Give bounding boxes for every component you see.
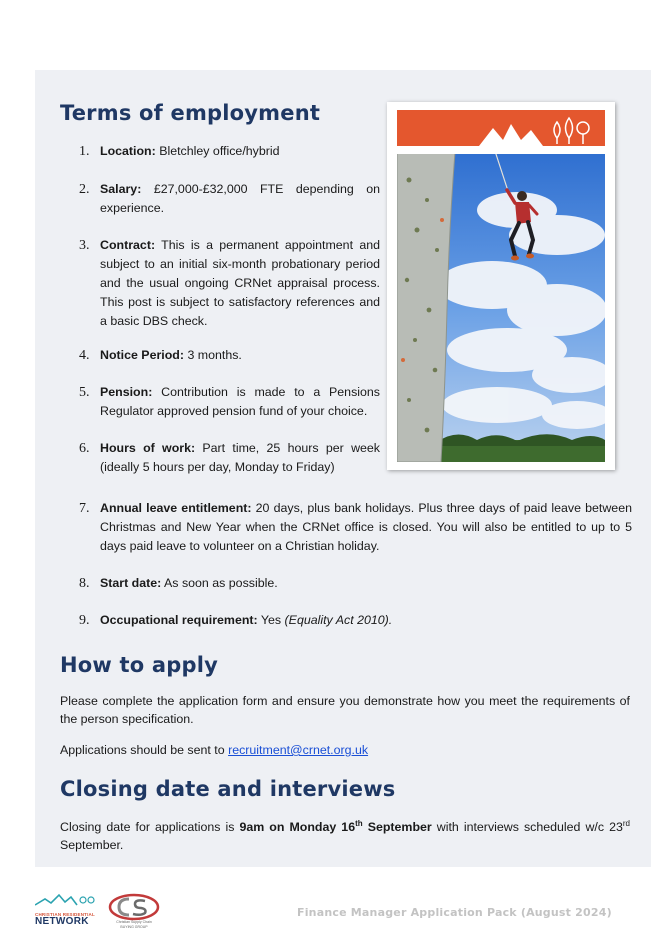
terms-list: [60, 142, 380, 477]
crn-logo-line1: CHRISTIAN RESIDENTIAL: [35, 912, 95, 917]
how-to-apply-heading: How to apply: [60, 653, 219, 677]
cscbg-logo-caption: Christian Supply Chain BUYING GROUP: [116, 920, 152, 929]
recruitment-email-link[interactable]: recruitment@crnet.org.uk: [228, 743, 369, 757]
crn-logo: [35, 893, 97, 927]
term-item: 4. Notice Period: 3 months.: [79, 348, 242, 363]
term-item: 2. Salary: £27,000-£32,000 FTE depending on experience.: [79, 182, 380, 215]
closing-date-text: Closing date for applications is 9am on Monday 16th September with interviews scheduled w/c 23rd September.: [60, 819, 631, 853]
terms-heading: Terms of employment: [60, 101, 321, 125]
photo-card: [387, 102, 615, 470]
term-item: 9. Occupational requirement: Yes (Equality Act 2010).: [79, 613, 393, 628]
apply-instructions: Please complete the application form and ensure you demonstrate how you meet the requirements of the person specification.: [60, 694, 630, 726]
closing-heading: Closing date and interviews: [60, 777, 396, 801]
mountains-logo-icon: [35, 893, 97, 907]
apply-email-line: Applications should be sent to recruitment@crnet.org.uk: [60, 743, 369, 757]
terms-list-continued: [60, 499, 632, 630]
cs-monogram-icon: [107, 893, 161, 921]
term-item: 8. Start date: As soon as possible.: [79, 576, 278, 591]
term-item: 7. Annual leave entitlement: 20 days, plus bank holidays. Plus three days of paid leave between Christmas and New Year when the CRNet office is closed. You will also be entitled to up to 5 days paid leave to volunteer on a Christian holiday.: [79, 501, 632, 553]
term-item: 6. Hours of work: Part time, 25 hours per week (ideally 5 hours per day, Monday to Friday): [79, 441, 380, 474]
term-item: 1. Location: Bletchley office/hybrid: [79, 144, 280, 159]
cscbg-logo: [107, 893, 161, 933]
crn-logo-line2: NETWORK: [35, 916, 89, 927]
term-item: 5. Pension: Contribution is made to a Pensions Regulator approved pension fund of your choice.: [79, 385, 380, 418]
climbing-wall-photo: [397, 110, 605, 462]
term-item: 3. Contract: This is a permanent appointment and subject to an initial six-month probationary period and the usual ongoing CRNet appraisal process. This post is subject to satisfactory references and a basic DBS check.: [79, 238, 380, 328]
footer-title: Finance Manager Application Pack (August 2024): [297, 906, 612, 919]
